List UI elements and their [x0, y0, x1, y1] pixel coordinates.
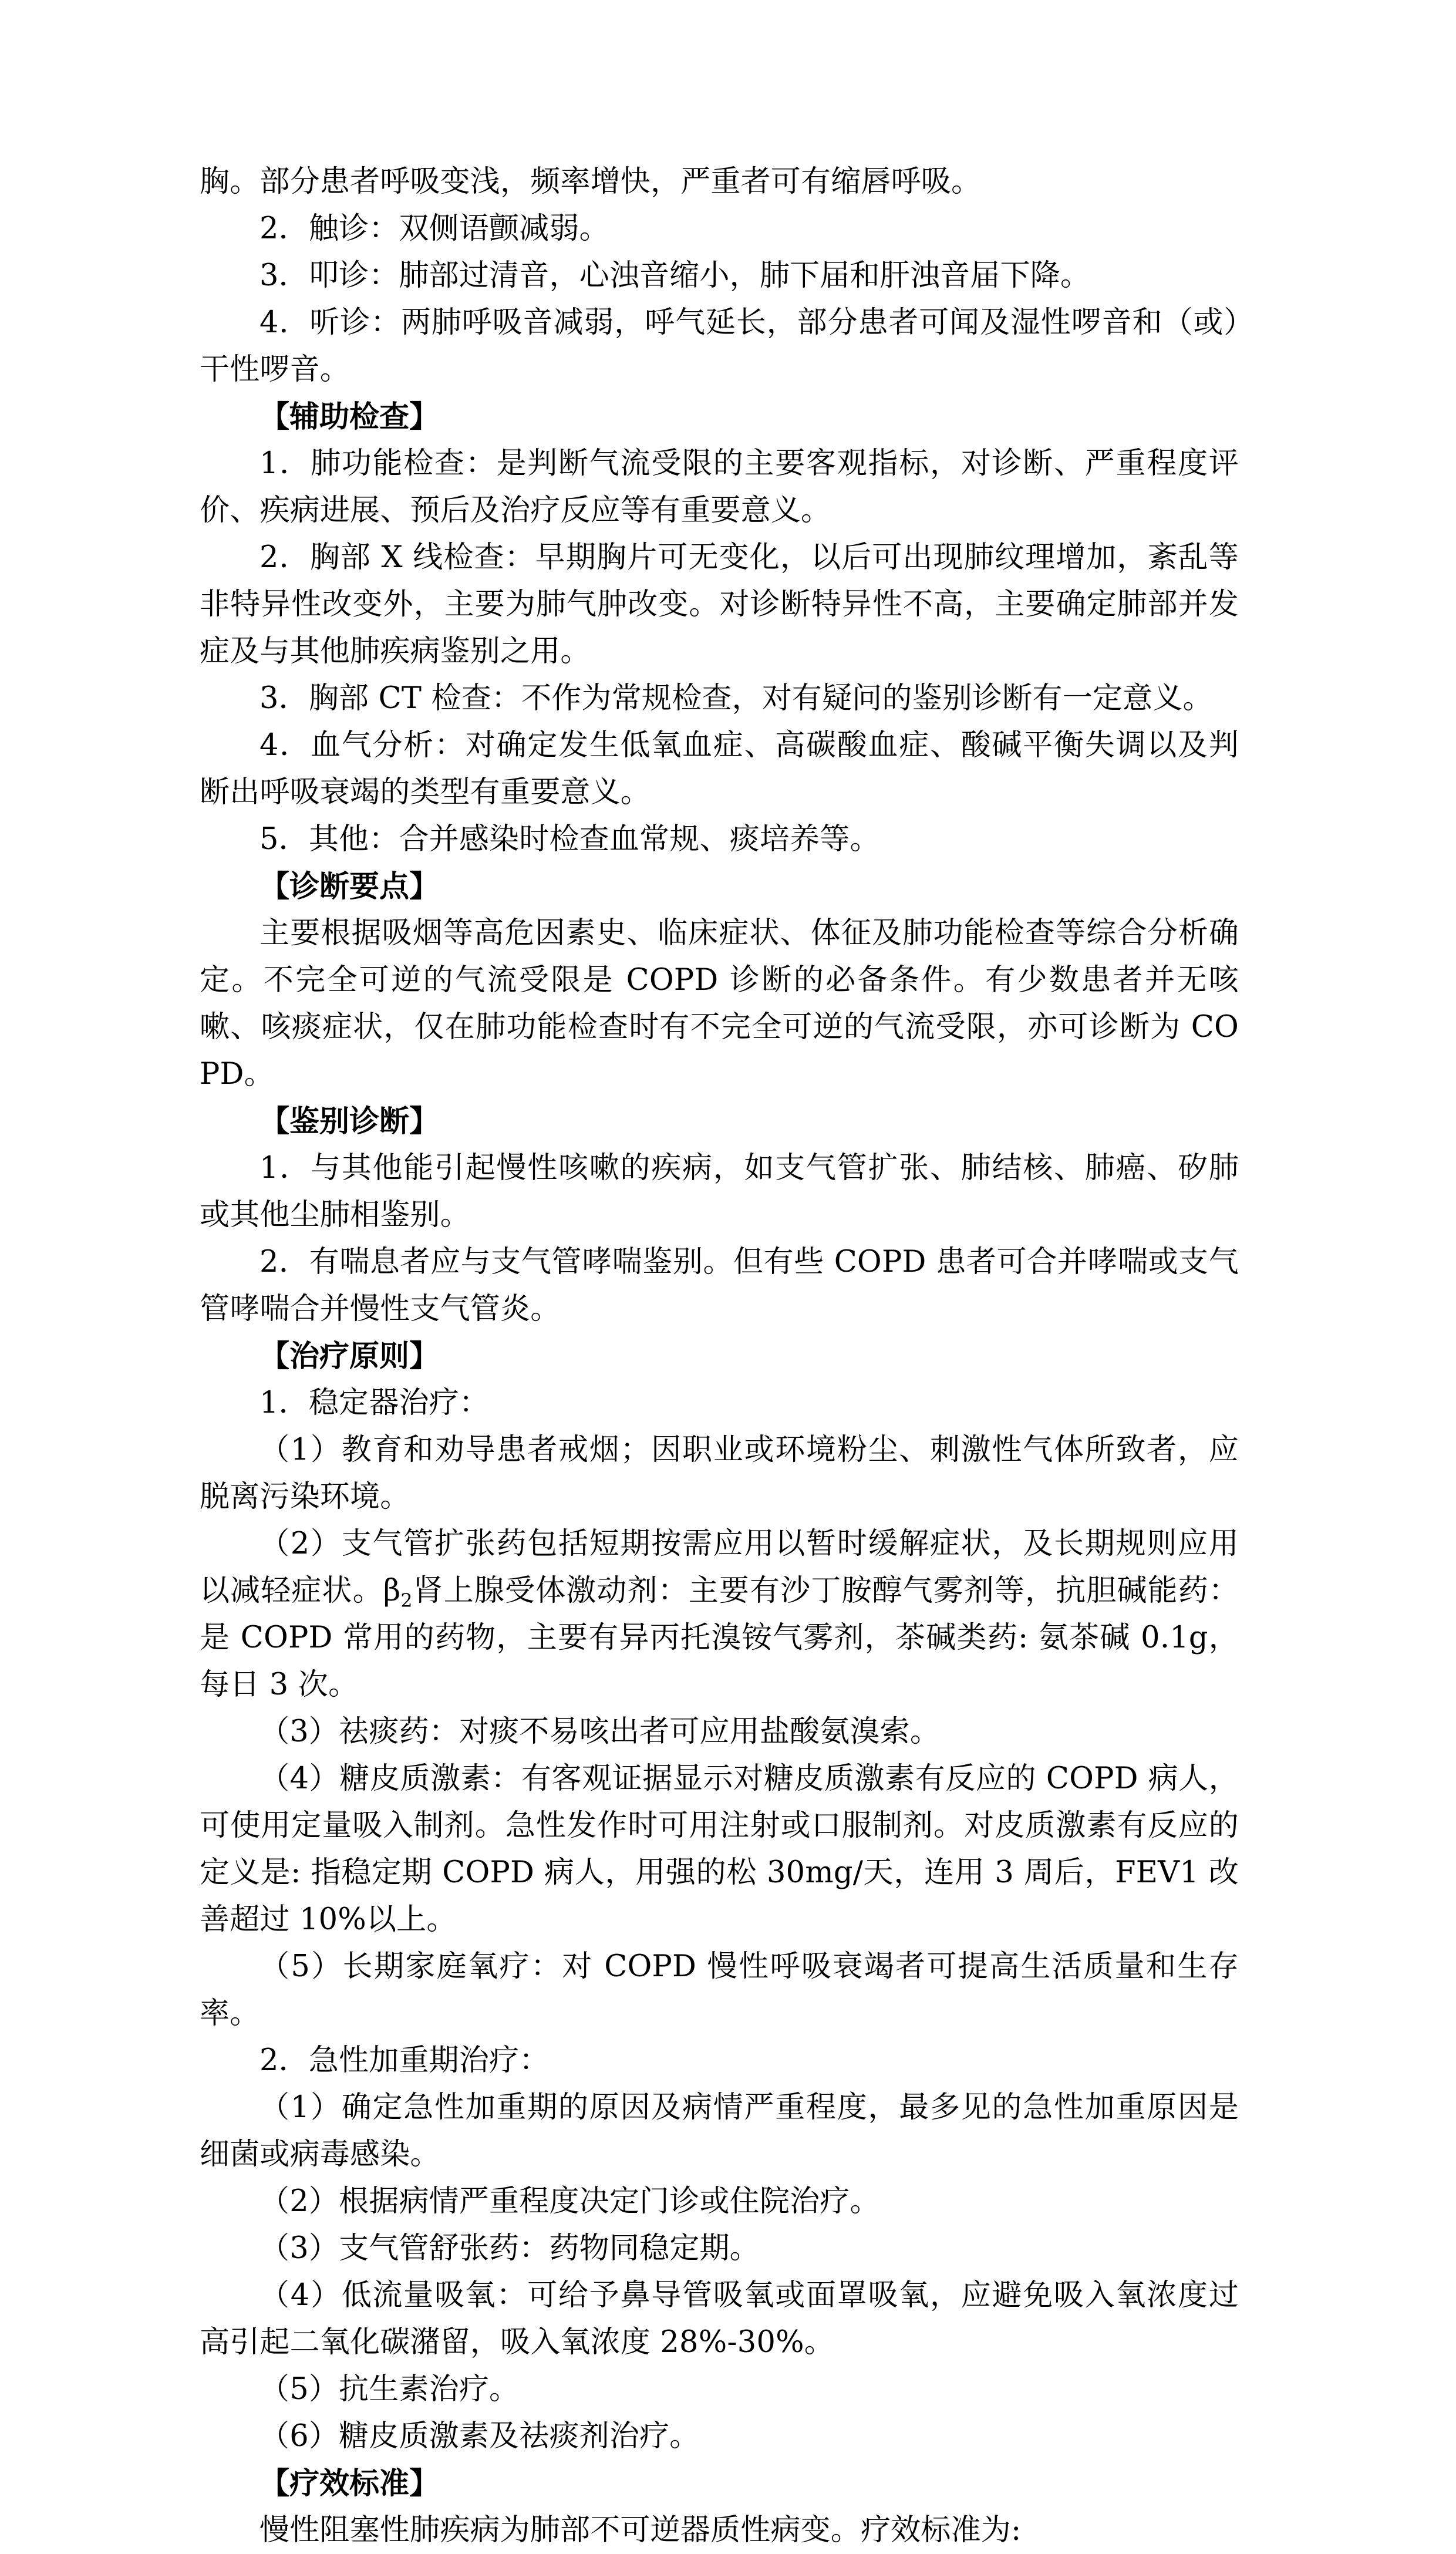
- list-item-outpatient-or-inpatient: （2）根据病情严重程度决定门诊或住院治疗。: [259, 2184, 880, 2219]
- list-item-palpation: 2．触诊：双侧语颤减弱。: [259, 211, 609, 246]
- list-item-differential-asthma: 2．有喘息者应与支气管哮喘鉴别。但有些 COPD 患者可合并哮喘或支气管哮喘合并慢性支气管炎。: [200, 1245, 1239, 1326]
- list-item-low-flow-oxygen: （4）低流量吸氧：可给予鼻导管吸氧或面罩吸氧，应避免吸入氧浓度过高引起二氧化碳潴留，吸入氧浓度 28%-30%。: [200, 2278, 1239, 2360]
- list-item-auscultation: 4．听诊：两肺呼吸音减弱，呼气延长，部分患者可闻及湿性啰音和（或）干性啰音。: [200, 305, 1239, 387]
- document-body: [200, 159, 1239, 2554]
- paragraph-efficacy-criteria: 慢性阻塞性肺疾病为肺部不可逆器质性病变。疗效标准为:: [259, 2513, 1022, 2548]
- list-item-acute-exacerbation-treatment: 2．急性加重期治疗：: [259, 2043, 550, 2078]
- list-item-determine-cause: （1）确定急性加重期的原因及病情严重程度，最多见的急性加重原因是细菌或病毒感染。: [200, 2090, 1239, 2172]
- list-item-expectorants: （3）祛痰药：对痰不易咳出者可应用盐酸氨溴索。: [259, 1714, 941, 1749]
- list-item-other-tests: 5．其他：合并感染时检查血常规、痰培养等。: [259, 822, 880, 857]
- list-item-long-term-oxygen-therapy: （5）长期家庭氧疗：对 COPD 慢性呼吸衰竭者可提高生活质量和生存率。: [200, 1949, 1239, 2031]
- paragraph-continuation-chest-signs: 胸。部分患者呼吸变浅，频率增快，严重者可有缩唇呼吸。: [200, 164, 982, 199]
- section-heading-differential-diagnosis: 【鉴别诊断】: [259, 1104, 440, 1139]
- bronchodilator-text-part1: （2）支气管扩张药包括短期按需应用以暂时缓解症状，及长期规则应用以减轻症状。β: [200, 1527, 1239, 1608]
- list-item-differential-chronic-cough: 1．与其他能引起慢性咳嗽的疾病，如支气管扩张、肺结核、肺癌、矽肺或其他尘肺相鉴别。: [200, 1151, 1239, 1232]
- section-heading-diagnostic-points: 【诊断要点】: [259, 869, 440, 904]
- list-item-pulmonary-function-test: 1．肺功能检查：是判断气流受限的主要客观指标，对诊断、严重程度评价、疾病进展、预后及治疗反应等有重要意义。: [200, 446, 1239, 528]
- list-item-smoking-cessation: （1）教育和劝导患者戒烟；因职业或环境粉尘、刺激性气体所致者，应脱离污染环境。: [200, 1433, 1239, 1514]
- list-item-chest-ct: 3．胸部 CT 检查：不作为常规检查，对有疑问的鉴别诊断有一定意义。: [259, 681, 1213, 716]
- list-item-stable-phase-treatment: 1．稳定器治疗：: [259, 1386, 490, 1420]
- section-heading-auxiliary-examination: 【辅助检查】: [259, 399, 440, 434]
- beta2-subscript: 2: [400, 1591, 413, 1612]
- list-item-bronchodilators: [200, 1521, 1239, 1709]
- list-item-bronchodilator-acute: （3）支气管舒张药：药物同稳定期。: [259, 2231, 760, 2266]
- list-item-blood-gas-analysis: 4．血气分析：对确定发生低氧血症、高碳酸血症、酸碱平衡失调以及判断出呼吸衰竭的类型有重要意义。: [200, 728, 1239, 810]
- list-item-percussion: 3．叩诊：肺部过清音，心浊音缩小，肺下届和肝浊音届下降。: [259, 258, 1091, 293]
- bronchodilator-text-part2: 肾上腺受体激动剂：主要有沙丁胺醇气雾剂等，抗胆碱能药：是 COPD 常用的药物，主要有异丙托溴铵气雾剂，茶碱类药: 氨茶碱 0.1g，每日 3 次。: [200, 1573, 1239, 1702]
- paragraph-diagnostic-points: 主要根据吸烟等高危因素史、临床症状、体征及肺功能检查等综合分析确定。不完全可逆的气流受限是 COPD 诊断的必备条件。有少数患者并无咳嗽、咳痰症状，仅在肺功能检查时有不完全可逆的气流受限，亦可诊断为 COPD。: [200, 916, 1239, 1091]
- list-item-corticosteroid-expectorant: （6）糖皮质激素及祛痰剂治疗。: [259, 2419, 700, 2454]
- section-heading-treatment-principles: 【治疗原则】: [259, 1339, 440, 1374]
- section-heading-efficacy-criteria: 【疗效标准】: [259, 2466, 440, 2501]
- list-item-chest-xray: 2．胸部 X 线检查：早期胸片可无变化，以后可出现肺纹理增加，紊乱等非特异性改变外，主要为肺气肿改变。对诊断特异性不高，主要确定肺部并发症及与其他肺疾病鉴别之用。: [200, 540, 1239, 669]
- list-item-antibiotics: （5）抗生素治疗。: [259, 2372, 520, 2407]
- list-item-glucocorticoids: （4）糖皮质激素：有客观证据显示对糖皮质激素有反应的 COPD 病人，可使用定量吸入制剂。急性发作时可用注射或口服制剂。对皮质激素有反应的定义是: 指稳定期 COPD 病人，用强的松 30mg/天，连用 3 周后，FEV1 改善超过 10%以上。: [200, 1761, 1239, 1937]
